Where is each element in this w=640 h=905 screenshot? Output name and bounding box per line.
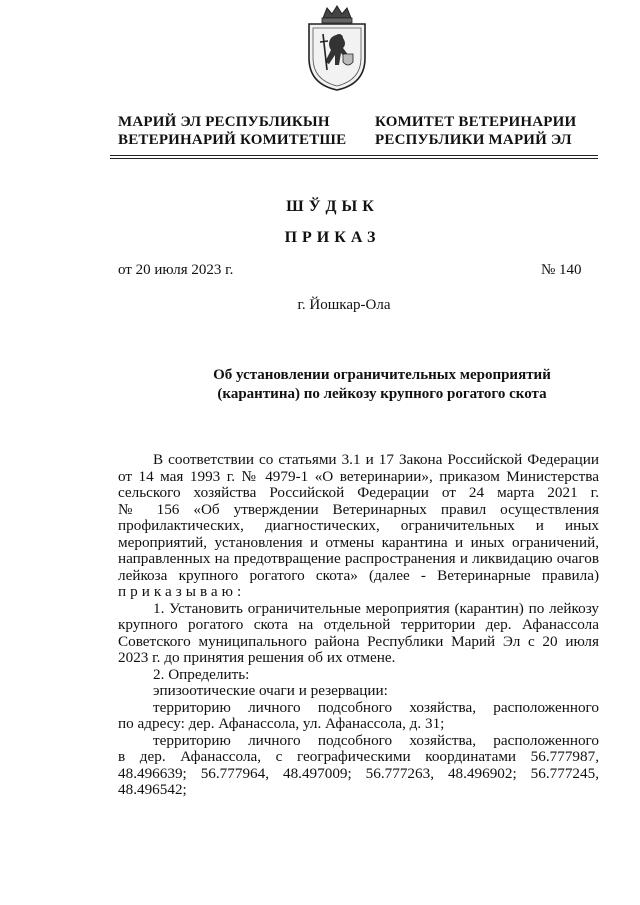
- body-line: крупного рогатого скота на отдельной территории дер. Афанассола: [118, 617, 599, 633]
- document-title-russian: ПРИКАЗ: [284, 229, 381, 246]
- header-divider: [110, 155, 598, 156]
- body-line: от 14 мая 1993 г. № 4979-1 «О ветеринарии», приказом Министерства: [118, 468, 599, 485]
- body-line: 2023 г. до принятия решения об их отмене.: [118, 649, 396, 666]
- mari-el-coat-of-arms-icon: [301, 4, 373, 92]
- body-line: 48.496542;: [118, 781, 187, 798]
- document-date: от 20 июля 2023 г.: [118, 262, 234, 278]
- header-left: [118, 113, 358, 149]
- document-number: № 140: [541, 262, 582, 278]
- subject-line: (карантина) по лейкозу крупного рогатого скота: [217, 386, 547, 402]
- body-line: в дер. Афанассола, с географическими координатами 56.777987,: [118, 749, 599, 765]
- body-line: сельского хозяйства Российской Федерации от 24 марта 2021 г.: [118, 485, 599, 501]
- body-line: территорию личного подсобного хозяйства, расположенного: [153, 699, 599, 716]
- body-line: 2. Определить:: [153, 665, 250, 683]
- body-line: приказываю:: [118, 583, 246, 600]
- document-body: [118, 452, 599, 799]
- body-line: лейкоза крупного рогатого скота» (далее - Ветеринарные правила): [118, 567, 599, 584]
- body-line: мероприятий, установления и отмены карантина и иных ограничений,: [118, 534, 599, 551]
- body-line: эпизоотические очаги и резервации:: [153, 682, 388, 699]
- body-line: направленных на предотвращение распространения и ликвидацию очагов: [118, 551, 599, 567]
- subject-line: Об установлении ограничительных мероприятий: [213, 367, 551, 383]
- header-right: [375, 113, 615, 149]
- document-city: г. Йошкар-Ола: [297, 297, 391, 313]
- body-line: 48.496639; 56.777964, 48.497009; 56.777263, 48.496902; 56.777245,: [118, 765, 599, 782]
- header-left-line1: МАРИЙ ЭЛ РЕСПУБЛИКЫН: [118, 114, 330, 130]
- body-line: 1. Установить ограничительные мероприятия (карантин) по лейкозу: [153, 600, 599, 617]
- body-line: профилактических, диагностических, ограничительных и иных: [118, 518, 599, 534]
- document-title-mari: ШЎДЫК: [286, 198, 379, 215]
- header-right-line1: КОМИТЕТ ВЕТЕРИНАРИИ: [375, 114, 577, 130]
- header-right-line2: РЕСПУБЛИКИ МАРИЙ ЭЛ: [375, 132, 572, 148]
- body-line: по адресу: дер. Афанассола, ул. Афанассола, д. 31;: [118, 715, 445, 732]
- body-line: территорию личного подсобного хозяйства, расположенного: [153, 732, 599, 749]
- body-line: № 156 «Об утверждении Ветеринарных правил осуществления: [118, 501, 599, 518]
- header-left-line2: ВЕТЕРИНАРИЙ КОМИТЕТШЕ: [118, 132, 347, 148]
- body-line: В соответствии со статьями 3.1 и 17 Закона Российской Федерации: [153, 452, 599, 468]
- header-divider-secondary: [110, 158, 598, 159]
- document-subject: [118, 366, 598, 404]
- body-line: Советского муниципального района Республики Марий Эл с 20 июля: [118, 633, 599, 650]
